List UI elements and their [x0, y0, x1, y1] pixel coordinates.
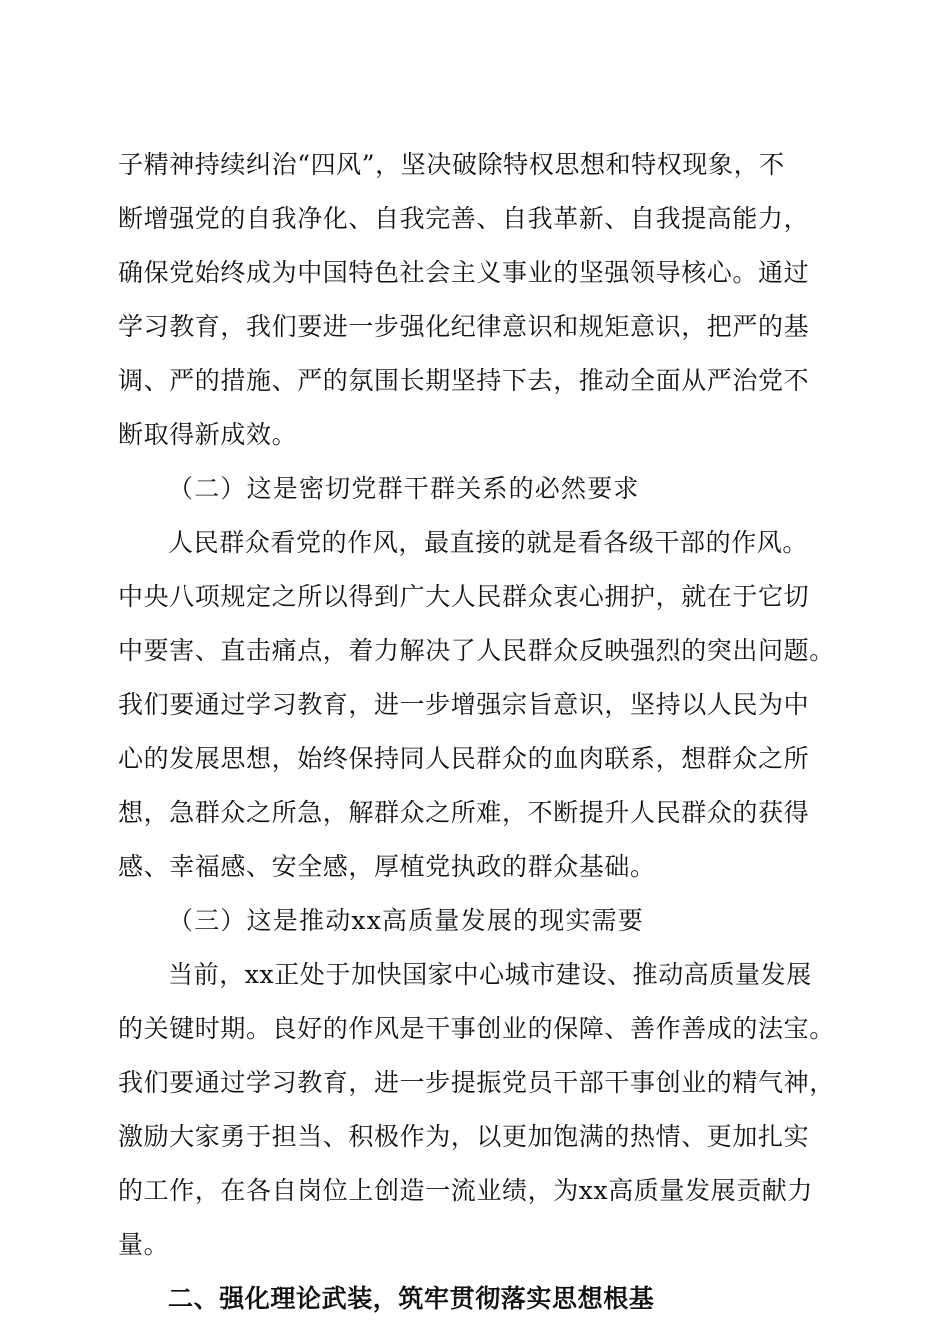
text-line: 断增强党的自我净化、自我完善、自我革新、自我提高能力，: [118, 204, 810, 233]
section-heading: 二、强化理论武装，筑牢贯彻落实思想根基: [168, 1284, 655, 1313]
document-body: [118, 138, 838, 1326]
text-line: 的工作，在各自岗位上创造一流业绩，为xx高质量发展贡献力: [118, 1176, 814, 1205]
text-line: 我们要通过学习教育，进一步提振党员干部干事创业的精气神，: [118, 1068, 835, 1097]
paragraph-1: [118, 138, 838, 462]
text-line: 学习教育，我们要进一步强化纪律意识和规矩意识，把严的基: [118, 312, 810, 341]
text-line: 心的发展思想，始终保持同人民群众的血肉联系，想群众之所: [118, 744, 810, 773]
text-line: 断取得新成效。: [118, 420, 298, 449]
paragraph-3: [118, 948, 838, 1272]
text-line: 人民群众看党的作风，最直接的就是看各级干部的作风。: [168, 528, 809, 557]
text-line: 量。: [118, 1230, 170, 1259]
subheading-2: （二）这是密切党群干群关系的必然要求: [168, 474, 640, 503]
text-line: 确保党始终成为中国特色社会主义事业的坚强领导核心。通过: [118, 258, 810, 287]
text-line: 中央八项规定之所以得到广大人民群众衷心拥护，就在于它切: [118, 582, 810, 611]
subheading-3: （三）这是推动xx高质量发展的现实需要: [168, 906, 644, 935]
text-line: 的关键时期。良好的作风是干事创业的保障、善作善成的法宝。: [118, 1014, 835, 1043]
text-line: 我们要通过学习教育，进一步增强宗旨意识，坚持以人民为中: [118, 690, 810, 719]
text-line: 中要害、直击痛点，着力解决了人民群众反映强烈的突出问题。: [118, 636, 835, 665]
text-line: 子精神持续纠治“四风”，坚决破除特权思想和特权现象，不: [118, 150, 785, 179]
text-line: 想，急群众之所急，解群众之所难，不断提升人民群众的获得: [118, 798, 810, 827]
text-line: 当前，xx正处于加快国家中心城市建设、推动高质量发展: [168, 960, 812, 989]
paragraph-2: [118, 516, 838, 894]
text-line: 激励大家勇于担当、积极作为，以更加饱满的热情、更加扎实: [118, 1122, 810, 1151]
text-line: 调、严的措施、严的氛围长期坚持下去，推动全面从严治党不: [118, 366, 810, 395]
text-line: 感、幸福感、安全感，厚植党执政的群众基础。: [118, 852, 656, 881]
